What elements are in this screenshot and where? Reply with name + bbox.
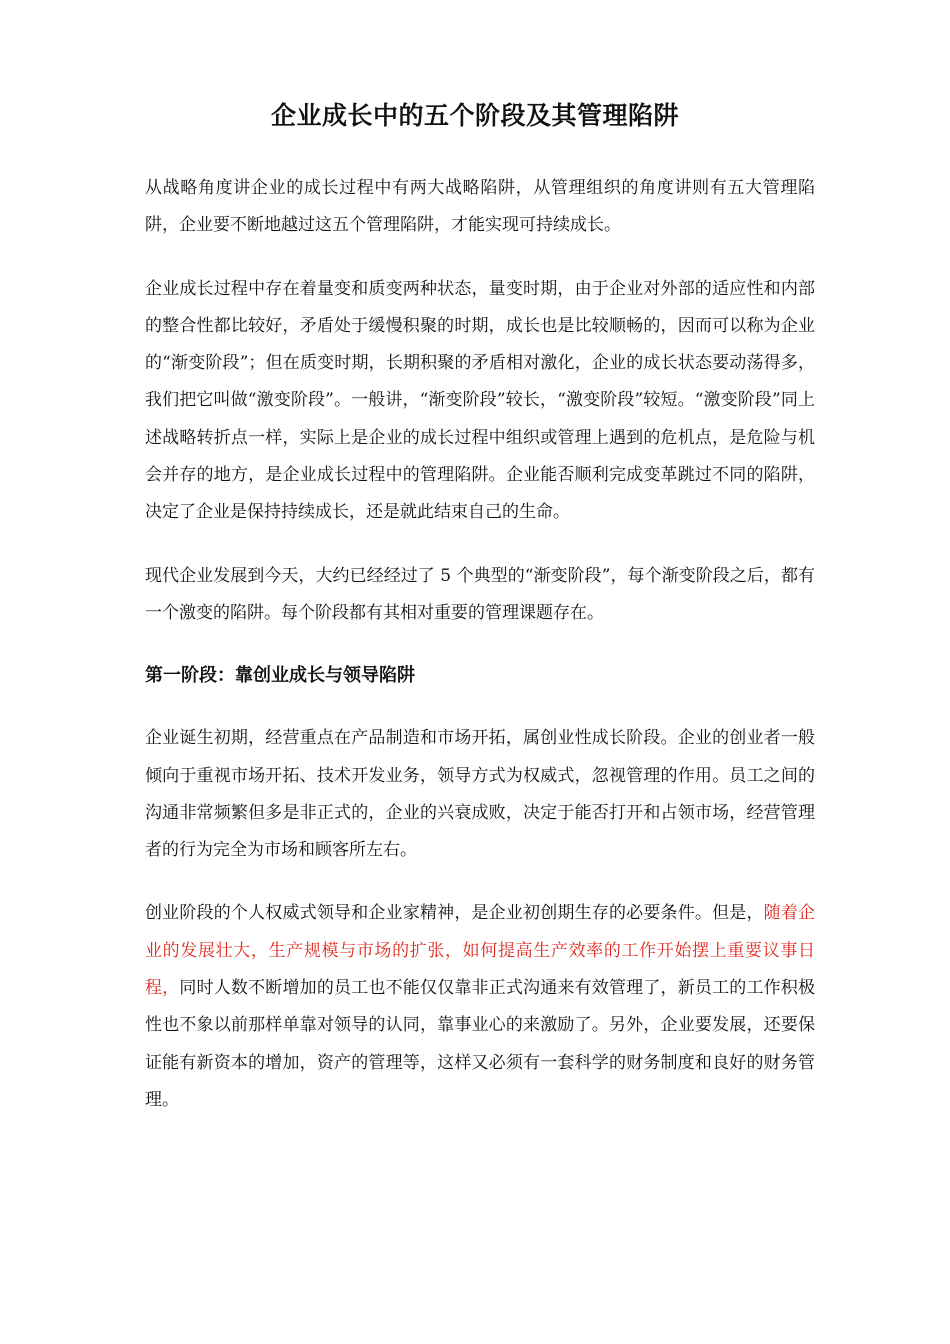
- paragraph-startup-stage: 企业诞生初期，经营重点在产品制造和市场开拓，属创业性成长阶段。企业的创业者一般倾向于重视市场开拓、技术开发业务，领导方式为权威式，忽视管理的作用。员工之间的沟通非常频繁但多是非正式的，企业的兴衰成败，决定于能否打开和占领市场，经营管理者的行为完全为市场和顾客所左右。: [145, 728, 815, 861]
- page-title: 企业成长中的五个阶段及其管理陷阱: [270, 101, 679, 130]
- section-heading-stage-one: 第一阶段：靠创业成长与领导陷阱: [145, 665, 415, 687]
- paragraph-text-end: 同时人数不断增加的员工也不能仅仅靠非正式沟通来有效管理了，新员工的工作积极性也不象以前那样单靠对领导的认同，靠事业心的来激励了。另外，企业要发展，还要保证能有新资本的增加，资产的管理等，这样又必须有一套科学的财务制度和良好的财务管理。: [145, 978, 816, 1110]
- paragraph-five-stages: 现代企业发展到今天，大约已经经过了 5 个典型的“渐变阶段”，每个渐变阶段之后，都有一个激变的陷阱。每个阶段都有其相对重要的管理课题存在。: [145, 565, 815, 623]
- document-body: [145, 170, 815, 1119]
- paragraph-leadership-trap: [145, 895, 815, 1119]
- paragraph-growth-states: 企业成长过程中存在着量变和质变两种状态，量变时期，由于企业对外部的适应性和内部的整合性都比较好，矛盾处于缓慢积聚的时期，成长也是比较顺畅的，因而可以称为企业的“渐变阶段”；但在质变时期，长期积聚的矛盾相对激化，企业的成长状态要动荡得多，我们把它叫做“激变阶段”。一般讲，“渐变阶段”较长，“激变阶段”较短。“激变阶段”同上述战略转折点一样，实际上是企业的成长过程中组织或管理上遇到的危机点，是危险与机会并存的地方，是企业成长过程中的管理陷阱。企业能否顺利完成变革跳过不同的陷阱，决定了企业是保持持续成长，还是就此结束自己的生命。: [145, 278, 815, 523]
- highlighted-text: 随着企业的发展壮大，生产规模与市场的扩张，如何提高生产效率的工作开始摆上重要议事日程，: [145, 903, 816, 999]
- paragraph-text-start: 创业阶段的个人权威式领导和企业家精神，是企业初创期生存的必要条件。但是，: [145, 903, 764, 924]
- paragraph-intro: 从战略角度讲企业的成长过程中有两大战略陷阱，从管理组织的角度讲则有五大管理陷阱，企业要不断地越过这五个管理陷阱，才能实现可持续成长。: [145, 178, 815, 236]
